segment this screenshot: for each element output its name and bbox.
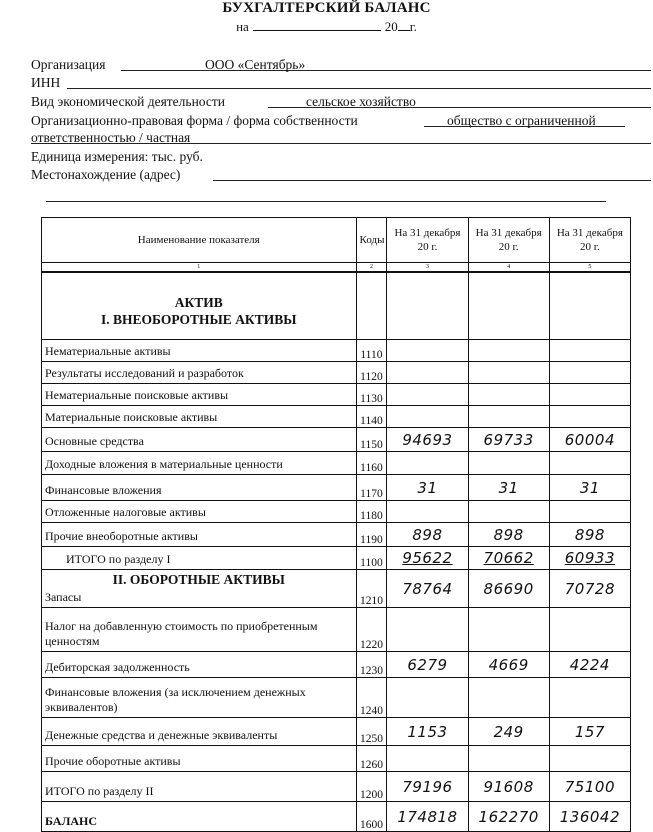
address-line [213, 180, 651, 181]
value-col3: 4224 [549, 652, 630, 678]
row-code: 1130 [356, 384, 387, 406]
value-col2 [468, 501, 549, 523]
organization-label: Организация [31, 57, 106, 72]
row-code: 1230 [356, 652, 387, 678]
row-name: Запасы [45, 590, 82, 604]
organization-line [121, 70, 651, 71]
value-col1 [387, 340, 468, 362]
table-row [42, 452, 631, 475]
row-code: 1190 [356, 523, 387, 547]
legal-form-label: Организационно-правовая форма / форма собственности [31, 113, 358, 128]
inn-line [67, 88, 651, 89]
value-col3: 75100 [549, 772, 630, 802]
value-col1 [387, 406, 468, 428]
section-1-title [42, 272, 357, 340]
row-code: 1170 [356, 475, 387, 501]
address-line-2 [46, 201, 606, 202]
date-year: 20 [384, 19, 398, 34]
table-row [42, 501, 631, 523]
value-col1 [387, 384, 468, 406]
value-col1: 31 [387, 475, 468, 501]
row-code: 1240 [356, 678, 387, 718]
section-1-title-row [42, 272, 631, 340]
header-col1: На 31 декабря 20 г. [387, 218, 468, 263]
value-col2: 4669 [468, 652, 549, 678]
value-col2: 69733 [468, 428, 549, 452]
row-name: Основные средства [42, 428, 357, 452]
value-col1: 78764 [387, 570, 468, 608]
value-col3 [549, 452, 630, 475]
row-name: Денежные средства и денежные эквиваленты [42, 718, 357, 746]
total-row [42, 772, 631, 802]
value-col3: 157 [549, 718, 630, 746]
document-title: БУХГАЛТЕРСКИЙ БАЛАНС [222, 0, 431, 16]
address-label: Местонахождение (адрес) [31, 167, 181, 182]
value-col2: 898 [468, 523, 549, 547]
value-col2 [468, 746, 549, 772]
value-col2 [468, 362, 549, 384]
table-row [42, 406, 631, 428]
inn-label: ИНН [31, 75, 61, 90]
row-code: 1140 [356, 406, 387, 428]
non-current-assets-heading: I. ВНЕОБОРОТНЫЕ АКТИВЫ [101, 312, 297, 327]
value-col1: 6279 [387, 652, 468, 678]
date-suffix: г. [409, 19, 417, 34]
legal-form-value-1: общество с ограниченной [447, 113, 596, 128]
value-col2 [468, 340, 549, 362]
row-name: Прочие оборотные активы [42, 746, 357, 772]
row-code: 1110 [356, 340, 387, 362]
value-col3: 898 [549, 523, 630, 547]
balance-table [41, 217, 631, 832]
value-col3 [549, 608, 630, 652]
row-code: 1120 [356, 362, 387, 384]
unit-label: Единица измерения: тыс. руб. [31, 149, 203, 164]
value-col1: 95622 [387, 547, 468, 570]
value-col3: 60933 [549, 547, 630, 570]
value-col1 [387, 501, 468, 523]
column-number: 2 [356, 263, 387, 273]
activity-value: сельское хозяйство [306, 94, 416, 109]
table-row [42, 523, 631, 547]
organization-value: ООО «Сентябрь» [205, 57, 306, 72]
total-row [42, 547, 631, 570]
value-col3: 31 [549, 475, 630, 501]
column-number: 3 [387, 263, 468, 273]
column-number-row [42, 263, 631, 273]
table-header-row [42, 218, 631, 263]
value-col2 [468, 452, 549, 475]
value-col1 [387, 452, 468, 475]
value-col2: 86690 [468, 570, 549, 608]
value-col3: 136042 [549, 802, 630, 832]
row-code: 1200 [356, 772, 387, 802]
value-col1: 79196 [387, 772, 468, 802]
value-col3 [549, 384, 630, 406]
value-col1: 174818 [387, 802, 468, 832]
table-row [42, 746, 631, 772]
row-name: Финансовые вложения [42, 475, 357, 501]
value-col2 [468, 678, 549, 718]
value-col1 [387, 362, 468, 384]
year-blank [398, 18, 410, 31]
table-row [42, 570, 631, 608]
value-col2 [468, 406, 549, 428]
row-code: 1150 [356, 428, 387, 452]
value-col2: 162270 [468, 802, 549, 832]
report-date-line [0, 18, 653, 35]
row-name: ИТОГО по разделу I [42, 547, 357, 570]
row-code: 1260 [356, 746, 387, 772]
assets-heading: АКТИВ [174, 295, 223, 310]
row-code: 1220 [356, 608, 387, 652]
table-row [42, 475, 631, 501]
value-col2: 91608 [468, 772, 549, 802]
table-row [42, 608, 631, 652]
row-name: Результаты исследований и разработок [42, 362, 357, 384]
date-prefix: на [236, 19, 249, 34]
row-code: 1180 [356, 501, 387, 523]
value-col3 [549, 501, 630, 523]
row-name: ИТОГО по разделу II [42, 772, 357, 802]
value-col2 [468, 384, 549, 406]
row-name: Материальные поисковые активы [42, 406, 357, 428]
header-col2: На 31 декабря 20 г. [468, 218, 549, 263]
row-name: Прочие внеоборотные активы [42, 523, 357, 547]
value-col3 [549, 340, 630, 362]
value-col3 [549, 678, 630, 718]
value-col1 [387, 746, 468, 772]
current-assets-heading: II. ОБОРОТНЫЕ АКТИВЫ [112, 572, 285, 587]
value-col1 [387, 678, 468, 718]
value-col3 [549, 406, 630, 428]
row-code: 1250 [356, 718, 387, 746]
header-code: Коды [356, 218, 387, 263]
table-row [42, 718, 631, 746]
value-col2: 70662 [468, 547, 549, 570]
balance-total-row [42, 802, 631, 832]
row-name: Доходные вложения в материальные ценности [42, 452, 357, 475]
row-code: 1600 [356, 802, 387, 832]
column-number: 4 [468, 263, 549, 273]
table-row [42, 384, 631, 406]
header-col3: На 31 декабря 20 г. [549, 218, 630, 263]
column-number: 1 [42, 263, 357, 273]
table-row [42, 362, 631, 384]
activity-label: Вид экономической деятельности [31, 94, 225, 109]
value-col3: 60004 [549, 428, 630, 452]
table-row [42, 428, 631, 452]
row-code: 1100 [356, 547, 387, 570]
value-col2 [468, 608, 549, 652]
row-code: 1160 [356, 452, 387, 475]
value-col2: 31 [468, 475, 549, 501]
table-row [42, 652, 631, 678]
row-name: Нематериальные поисковые активы [42, 384, 357, 406]
header-name: Наименование показателя [42, 218, 357, 263]
legal-form-value-2: ответственностью / частная [31, 130, 191, 145]
row-name: Отложенные налоговые активы [42, 501, 357, 523]
row-name: Дебиторская задолженность [42, 652, 357, 678]
column-number: 5 [549, 263, 630, 273]
row-code: 1210 [356, 570, 387, 608]
value-col3: 70728 [549, 570, 630, 608]
value-col1: 898 [387, 523, 468, 547]
row-name: Налог на добавленную стоимость по приобретенным ценностям [42, 608, 357, 652]
row-name: Финансовые вложения (за исключением денежных эквивалентов) [42, 678, 357, 718]
table-row [42, 678, 631, 718]
value-col1 [387, 608, 468, 652]
section-2-cell [42, 570, 357, 608]
value-col1: 1153 [387, 718, 468, 746]
value-col1: 94693 [387, 428, 468, 452]
value-col3 [549, 362, 630, 384]
table-row [42, 340, 631, 362]
date-blank [253, 18, 381, 31]
value-col2: 249 [468, 718, 549, 746]
row-name: БАЛАНС [42, 802, 357, 832]
row-name: Нематериальные активы [42, 340, 357, 362]
value-col3 [549, 746, 630, 772]
